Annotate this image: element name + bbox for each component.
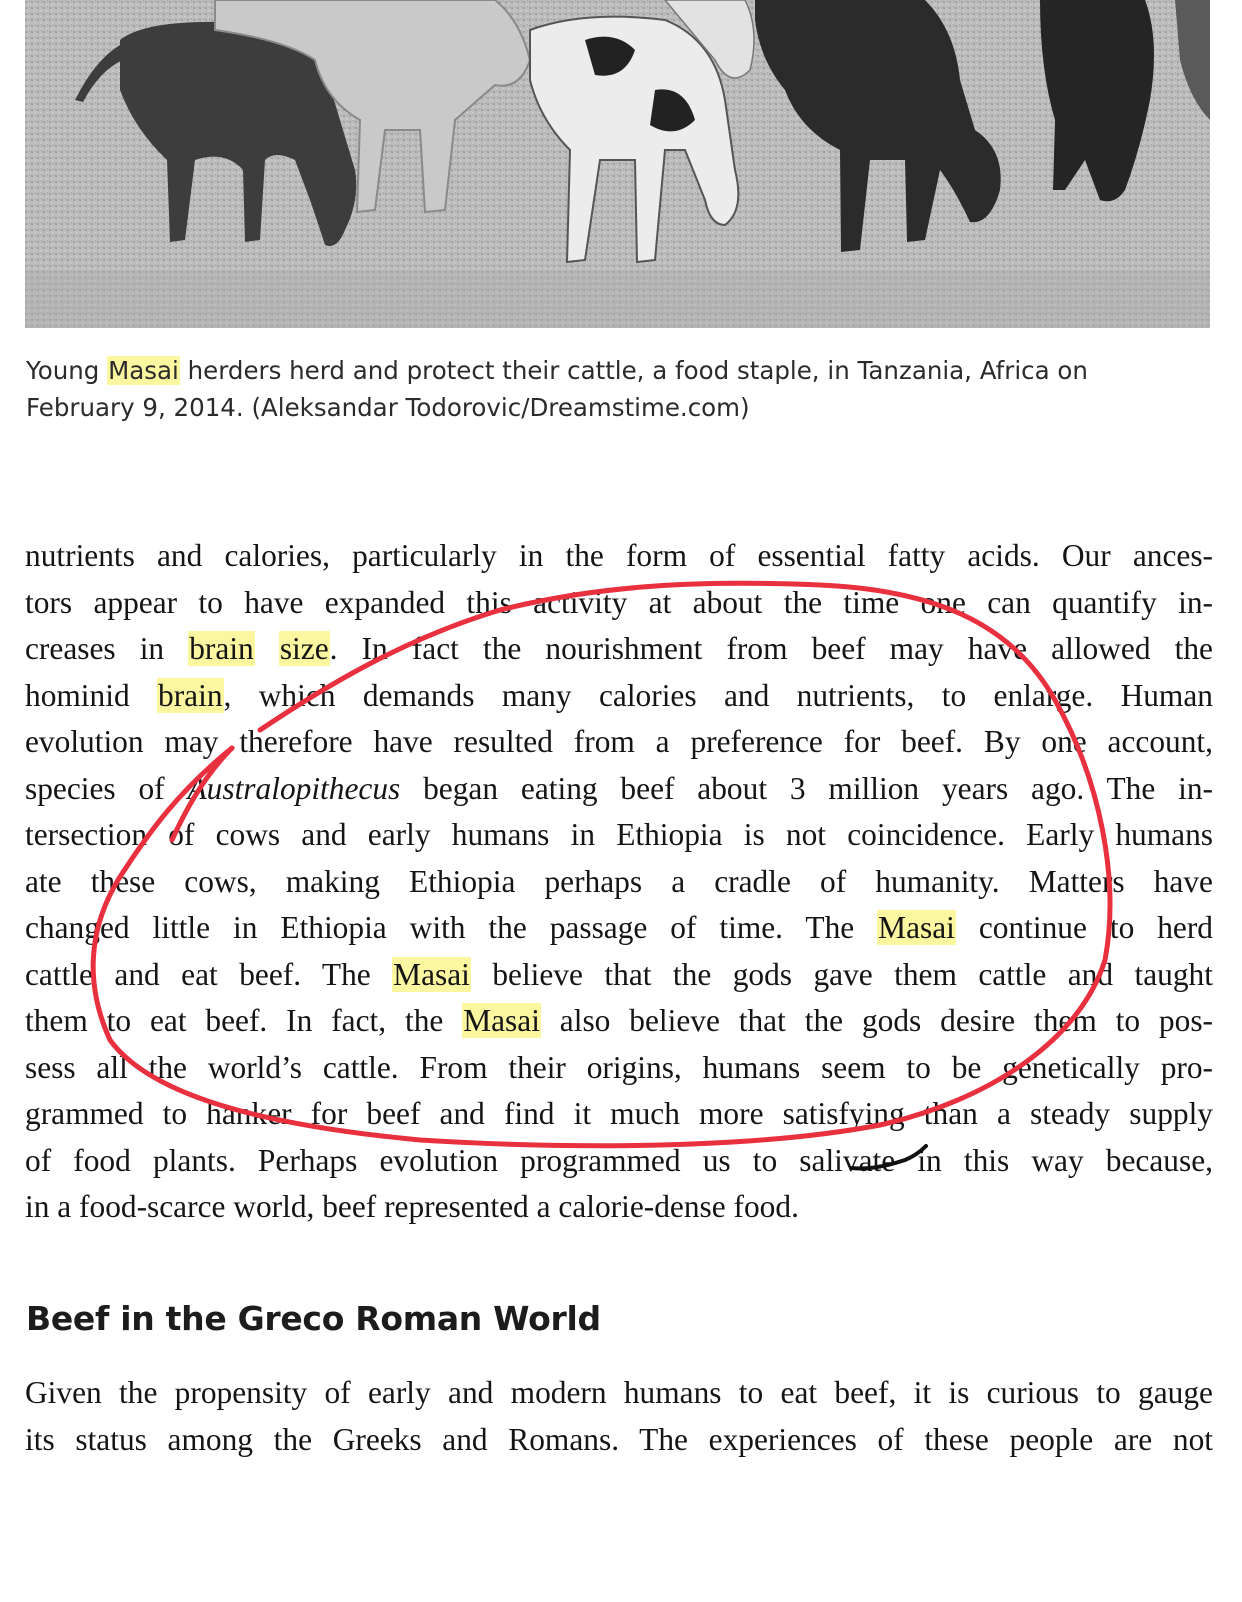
section-heading: Beef in the Greco Roman World xyxy=(26,1299,601,1338)
text-run: hominid xyxy=(25,677,158,713)
highlighted-term: Masai xyxy=(393,956,470,992)
highlighted-term: brain xyxy=(189,631,254,666)
text-line: Given the propensity of early and modern humans to eat beef, it is curious to gauge xyxy=(25,1375,1213,1410)
text-run: . In fact the nourishment from beef may have allowed the xyxy=(329,631,1213,666)
highlighted-term: brain xyxy=(158,677,223,713)
text-run: , which demands many calories and nutrients, to enlarge. Human xyxy=(223,677,1213,713)
text-run: began eating beef about 3 million years ago. The in- xyxy=(400,770,1213,806)
text-run: cattle and eat beef. The xyxy=(25,956,393,992)
text-line xyxy=(25,766,1213,813)
caption-line-1 xyxy=(26,352,1216,389)
text-run: continue to herd xyxy=(955,910,1213,945)
text-line: of food plants. Perhaps evolution programmed us to salivate in this way because, xyxy=(25,1142,1213,1178)
cattle-herd-illustration xyxy=(25,0,1210,328)
text-line: tors appear to have expanded this activity at about the time one can quantify in- xyxy=(25,584,1213,620)
text-line: tersection of cows and early humans in Ethiopia is not coincidence. Early humans xyxy=(25,817,1213,852)
caption-text: herders herd and protect their cattle, a food staple, in Tanzania, Africa on xyxy=(179,356,1088,385)
text-run: creases in xyxy=(25,631,189,666)
text-line: evolution may therefore have resulted from a preference for beef. By one account, xyxy=(25,724,1213,759)
text-line: in a food-scarce world, beef represented a calorie-dense food. xyxy=(25,1189,799,1224)
text-run: species of xyxy=(25,770,188,806)
cattle-photo xyxy=(25,0,1210,328)
text-line xyxy=(25,626,1213,673)
section-paragraph xyxy=(25,1370,1213,1463)
figure-caption xyxy=(26,352,1216,426)
text-line: ate these cows, making Ethiopia perhaps a cradle of humanity. Matters have xyxy=(25,863,1213,899)
body-paragraph xyxy=(25,533,1213,1231)
text-line: its status among the Greeks and Romans. The experiences of these people are not xyxy=(25,1421,1213,1457)
caption-line-2: February 9, 2014. (Aleksandar Todorovic/Dreamstime.com) xyxy=(26,393,750,422)
text-run: also believe that the gods desire them to pos- xyxy=(540,1003,1213,1038)
text-line xyxy=(25,998,1213,1045)
caption-text: Young xyxy=(26,356,108,385)
text-line: sess all the world’s cattle. From their origins, humans seem to be genetically pro- xyxy=(25,1049,1213,1085)
highlighted-term: Masai xyxy=(108,356,179,385)
highlighted-term: Masai xyxy=(463,1003,540,1038)
text-run: changed little in Ethiopia with the passage of time. The xyxy=(25,910,878,945)
highlighted-term: Masai xyxy=(878,910,955,945)
text-line xyxy=(25,952,1213,999)
italic-term: Australopithecus xyxy=(187,770,401,806)
text-line: grammed to hanker for beef and find it much more satisfying than a steady supply xyxy=(25,1096,1213,1131)
text-line xyxy=(25,905,1213,952)
text-line xyxy=(25,673,1213,720)
highlighted-term: size xyxy=(279,631,329,666)
text-run: them to eat beef. In fact, the xyxy=(25,1003,463,1038)
text-run: believe that the gods gave them cattle and taught xyxy=(470,956,1213,992)
text-line: nutrients and calories, particularly in the form of essential fatty acids. Our ances- xyxy=(25,538,1213,573)
